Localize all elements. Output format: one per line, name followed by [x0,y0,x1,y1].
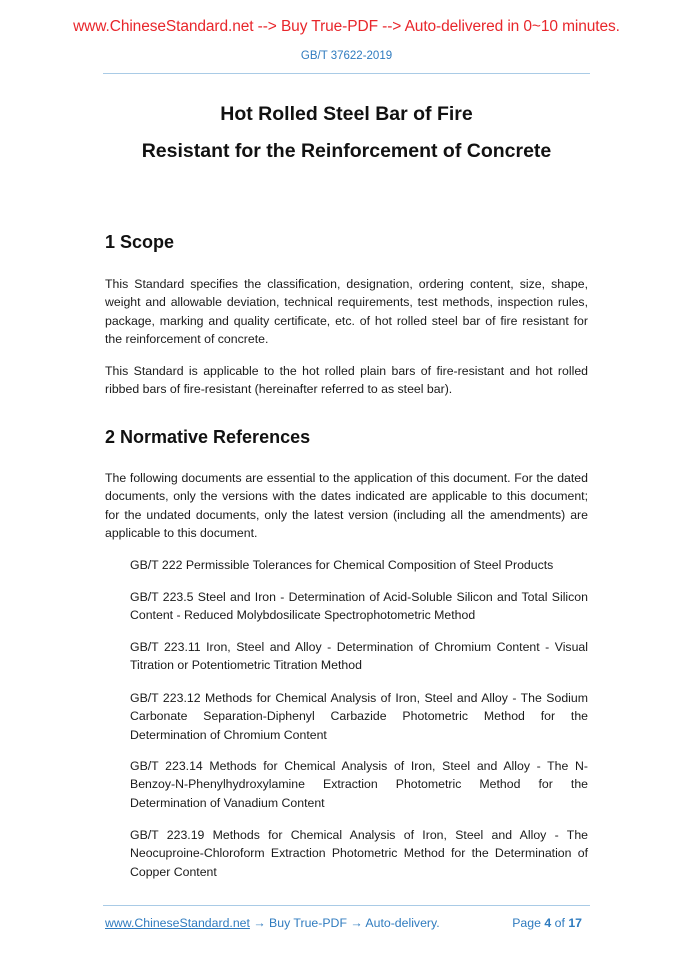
document-title-line2: Resistant for the Reinforcement of Concrete [141,140,552,162]
page-footer [105,916,588,930]
normative-intro-paragraph: The following documents are essential to the application of this document. For the dated documents, only the versions with the dates indicated are applicable to this document; for the undated documents, only the latest version (including all the amendments) are applicable to this document. [105,471,588,540]
standard-code-header: GB/T 37622-2019 [300,50,393,62]
section-heading-scope: 1 Scope [105,232,175,252]
reference-item: GB/T 223.5 Steel and Iron - Determination of Acid-Soluble Silicon and Total Silicon Content - Reduced Molybdosilicate Spectrophotometric Method [130,590,588,623]
reference-item: GB/T 223.19 Methods for Chemical Analysis of Iron, Steel and Alloy - The Neocuproine-Chloroform Extraction Photometric Method for the Determination of Copper Content [130,828,588,879]
page-total: 17 [568,916,582,930]
page-of-label: of [554,916,565,930]
reference-item: GB/T 222 Permissible Tolerances for Chemical Composition of Steel Products [130,558,554,572]
page-current: 4 [544,916,552,930]
document-title-line1: Hot Rolled Steel Bar of Fire [220,103,473,125]
scope-paragraph-1: This Standard specifies the classification, designation, ordering content, size, shape, weight and allowable deviation, technical requirements, test methods, inspection rules, package, marking and quality certificate, etc. of hot rolled steel bar of fire resistant for the reinforcement of concrete. [105,277,588,346]
page-label: Page [512,916,541,930]
footer-divider [103,905,590,906]
reference-item: GB/T 223.14 Methods for Chemical Analysis of Iron, Steel and Alloy - The N-Benzoy-N-Phenylhydroxylamine Extraction Photometric Method for the Determination of Vanadium Content [130,759,588,810]
scope-paragraph-2: This Standard is applicable to the hot rolled plain bars of fire-resistant and hot rolled ribbed bars of fire-resistant (hereinafter referred to as steel bar). [105,364,588,397]
section-heading-normative-references: 2 Normative References [105,427,311,447]
promo-banner[interactable]: www.ChineseStandard.net --> Buy True-PDF --> Auto-delivered in 0~10 minutes. [73,18,620,35]
header-divider [103,73,590,74]
footer-tagline: → Buy True-PDF → Auto-delivery. [249,916,440,930]
page-indicator [512,916,582,930]
reference-item: GB/T 223.11 Iron, Steel and Alloy - Determination of Chromium Content - Visual Titration or Potentiometric Titration Method [130,640,588,673]
footer-site-link[interactable]: www.ChineseStandard.net [105,916,250,930]
reference-item: GB/T 223.12 Methods for Chemical Analysis of Iron, Steel and Alloy - The Sodium Carbonate Separation-Diphenyl Carbazide Photometric Method for the Determination of Chromium Content [130,691,588,742]
